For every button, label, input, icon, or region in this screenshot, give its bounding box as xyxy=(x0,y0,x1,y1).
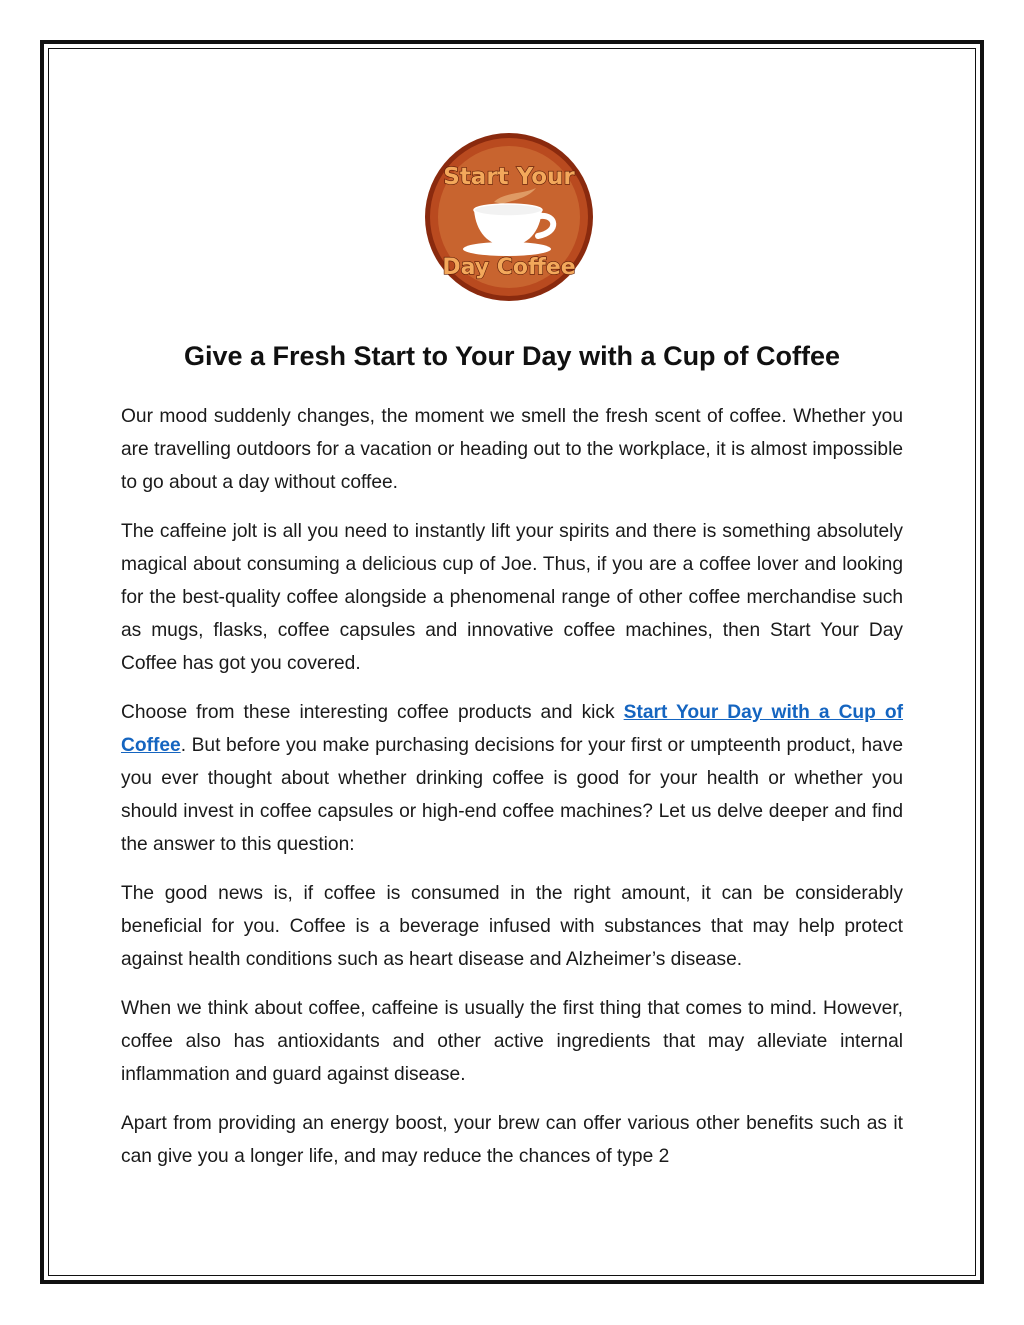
paragraph-3-before: Choose from these interesting coffee products and kick xyxy=(121,702,624,723)
paragraph-3 xyxy=(121,696,903,861)
paragraph-3-after: . But before you make purchasing decisions for your first or umpteenth product, have you ever thought about whether drinking coffee is good for your health or whether you should invest in coffee capsules or high-end coffee machines? Let us delve deeper and find the answer to this question: xyxy=(121,735,903,855)
start-your-day-link[interactable]: Start Your Day with a Cup of Coffee xyxy=(121,702,903,756)
article xyxy=(121,336,903,1189)
logo-text-line1: Start Your xyxy=(443,164,575,190)
paragraph-6: Apart from providing an energy boost, your brew can offer various other benefits such as it can give you a longer life, and may reduce the chances of type 2 xyxy=(121,1113,903,1167)
article-title: Give a Fresh Start to Your Day with a Cup of Coffee xyxy=(183,341,841,371)
logo-text-line2: Day Coffee xyxy=(442,255,576,280)
paragraph-2: The caffeine jolt is all you need to instantly lift your spirits and there is something absolutely magical about consuming a delicious cup of Joe. Thus, if you are a coffee lover and looking for the best-quality coffee alongside a phenomenal range of other coffee merchandise such as mugs, flasks, coffee capsules and innovative coffee machines, then Start Your Day Coffee has got you covered. xyxy=(121,521,903,674)
cup-rim xyxy=(474,204,542,216)
paragraph-4: The good news is, if coffee is consumed in the right amount, it can be considerably beneficial for you. Coffee is a beverage infused with substances that may help protect against health conditions such as heart disease and Alzheimer’s disease. xyxy=(121,883,903,970)
paragraph-1: Our mood suddenly changes, the moment we smell the fresh scent of coffee. Whether you are travelling outdoors for a vacation or heading out to the workplace, it is almost impossible to go about a day without coffee. xyxy=(121,406,903,493)
paragraph-5: When we think about coffee, caffeine is usually the first thing that comes to mind. However, coffee also has antioxidants and other active ingredients that may alleviate internal inflammation and guard against disease. xyxy=(121,998,903,1085)
brand-logo xyxy=(424,132,594,302)
coffee-logo-icon xyxy=(424,132,594,302)
